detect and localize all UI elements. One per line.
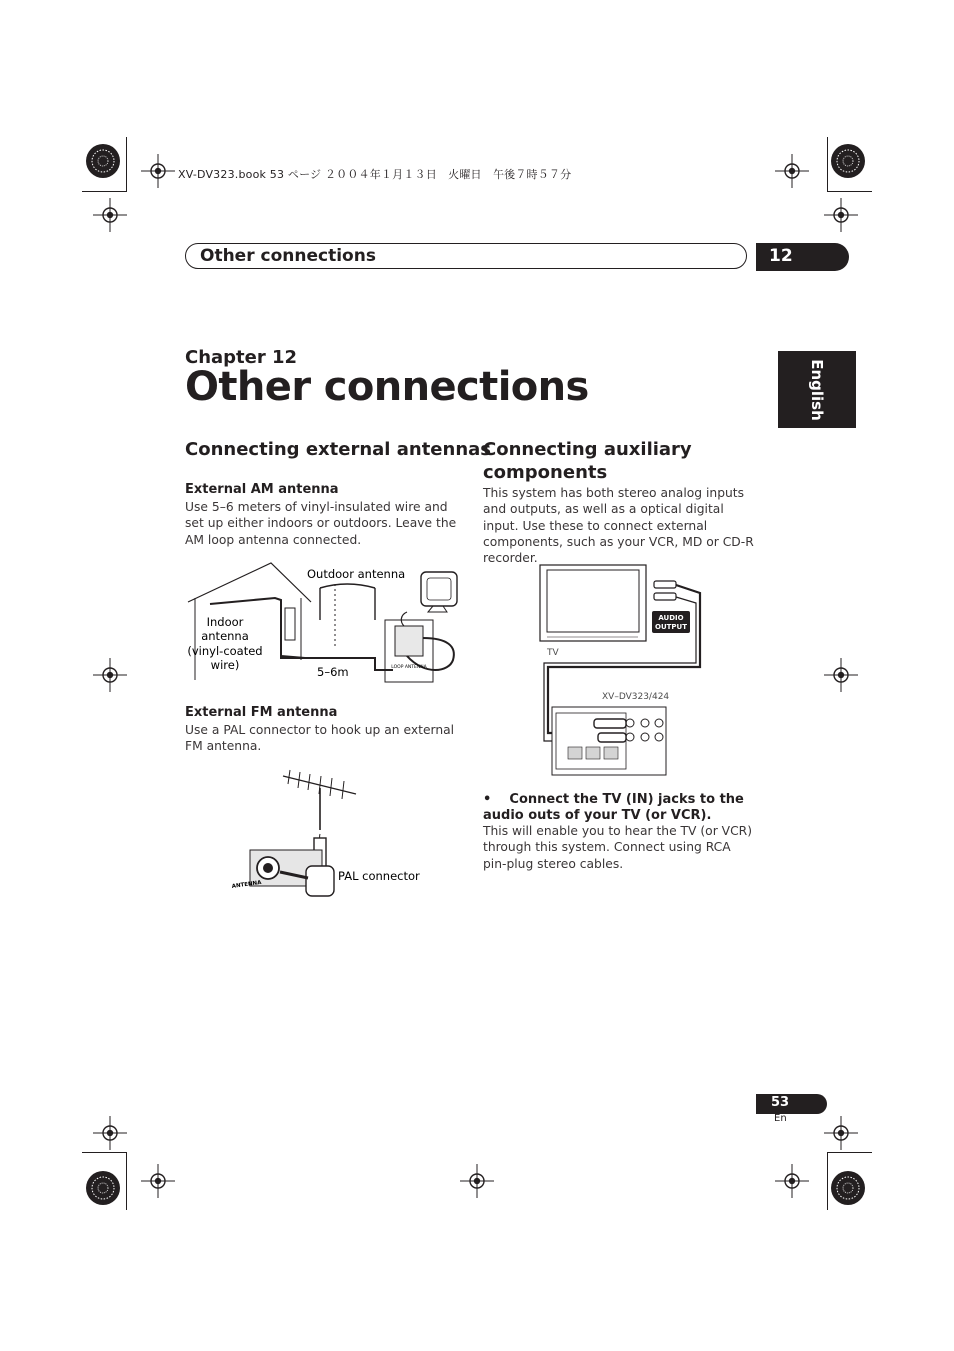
registration-mark-icon	[141, 154, 175, 188]
crop-mark	[827, 1152, 872, 1153]
subheading-fm-antenna: External FM antenna	[185, 705, 338, 720]
starburst-mark-icon	[83, 1168, 123, 1208]
indoor-antenna-label-line-3: (vinyl-coated	[187, 644, 263, 658]
audio-output-label-line-1: AUDIO	[658, 614, 684, 622]
print-header: XV-DV323.book 53 ページ ２００４年１月１３日 火曜日 午後７時５７分	[178, 168, 572, 181]
fm-antenna-figure	[228, 768, 428, 908]
page-number: 53	[771, 1095, 790, 1110]
wire-length-label: 5–6m	[317, 665, 349, 679]
registration-mark-icon	[824, 658, 858, 692]
step-instruction-text: Connect the TV (IN) jacks to the audio outs of your TV (or VCR).	[483, 792, 744, 824]
language-tab	[778, 351, 856, 428]
crop-mark	[827, 191, 872, 192]
am-antenna-description: Use 5–6 meters of vinyl-insulated wire and set up either indoors or outdoors. Leave the AM loop antenna connected.	[185, 500, 457, 547]
page-number-badge	[756, 1094, 827, 1114]
am-loop-antenna-inner	[427, 578, 451, 600]
chapter-number: 12	[769, 246, 793, 266]
chapter-label: Chapter 12	[185, 347, 298, 368]
antenna-element	[330, 778, 332, 796]
crop-mark	[126, 137, 127, 192]
starburst-mark-icon	[83, 141, 123, 181]
indoor-antenna-label-line-2: antenna	[201, 629, 249, 643]
am-loop-antenna	[421, 572, 457, 606]
fm-antenna-description: Use a PAL connector to hook up an external FM antenna.	[185, 723, 455, 754]
antenna-terminal	[395, 626, 423, 656]
tv-set	[540, 565, 646, 641]
language-tab-label: English	[808, 358, 826, 421]
rca-plug	[654, 593, 676, 600]
loop-lead-wire	[401, 612, 407, 626]
registration-mark-icon	[141, 1164, 175, 1198]
running-header-bar	[185, 243, 747, 269]
subheading-am-antenna: External AM antenna	[185, 482, 339, 497]
registration-mark-icon	[93, 1116, 127, 1150]
registration-mark-icon	[824, 1116, 858, 1150]
house-roof	[188, 563, 311, 602]
registration-mark-icon	[460, 1164, 494, 1198]
step-detail: This will enable you to hear the TV (or VCR) through this system. Connect using RCA pin-plug stereo cables.	[483, 824, 753, 871]
section-heading-antennas: Connecting external antennas	[185, 439, 491, 460]
registration-mark-icon	[93, 658, 127, 692]
unit-jack-block	[568, 747, 582, 759]
antenna-element	[342, 781, 344, 799]
starburst-mark-icon	[828, 1168, 868, 1208]
page-title: Other connections	[185, 364, 589, 410]
rca-plug-inserted	[598, 733, 626, 742]
antenna-jack-label: ANTENNA	[231, 879, 262, 890]
tv-connection-figure	[538, 563, 708, 783]
auxiliary-description: This system has both stereo analog inputs and outputs, as well as a optical digital input. Use these to connect external components, such as your VCR, MD or CD-R recorder.	[483, 486, 754, 566]
step-instruction	[483, 792, 763, 825]
crop-mark	[827, 1152, 828, 1210]
unit-jack-block	[604, 747, 618, 759]
outdoor-wire	[320, 584, 375, 588]
section-heading-auxiliary-line-2: components	[483, 462, 608, 483]
registration-mark-icon	[775, 154, 809, 188]
house-window	[285, 608, 295, 640]
step-bullet: •	[483, 792, 492, 807]
crop-mark	[82, 191, 127, 192]
crop-mark	[82, 1152, 127, 1153]
rca-plug-inserted	[594, 719, 626, 728]
unit-jack-block	[586, 747, 600, 759]
rca-plug	[654, 581, 676, 588]
crop-mark	[126, 1152, 127, 1210]
pal-connector-label: PAL connector	[338, 869, 420, 883]
audio-output-label-line-2: OUTPUT	[655, 623, 687, 631]
indoor-antenna-label-line-4: wire)	[210, 658, 240, 672]
crop-mark	[827, 137, 828, 192]
section-heading-auxiliary	[483, 438, 692, 484]
indoor-antenna-label-line-1: Indoor	[206, 615, 244, 629]
loop-antenna-stand	[428, 606, 447, 612]
running-header-title: Other connections	[200, 246, 376, 266]
unit-model-label: XV–DV323/424	[602, 692, 670, 702]
registration-mark-icon	[93, 198, 127, 232]
section-heading-auxiliary-line-1: Connecting auxiliary	[483, 439, 692, 460]
starburst-mark-icon	[828, 141, 868, 181]
am-antenna-figure	[185, 560, 465, 690]
terminal-label: LOOP ANTENNA	[391, 665, 427, 670]
language-code: En	[774, 1113, 787, 1124]
registration-mark-icon	[775, 1164, 809, 1198]
tv-label: TV	[547, 648, 559, 658]
outdoor-antenna-label: Outdoor antenna	[307, 567, 406, 581]
antenna-jack-center	[263, 863, 273, 873]
registration-mark-icon	[824, 198, 858, 232]
pal-connector	[306, 866, 334, 896]
chapter-number-badge	[756, 243, 849, 271]
